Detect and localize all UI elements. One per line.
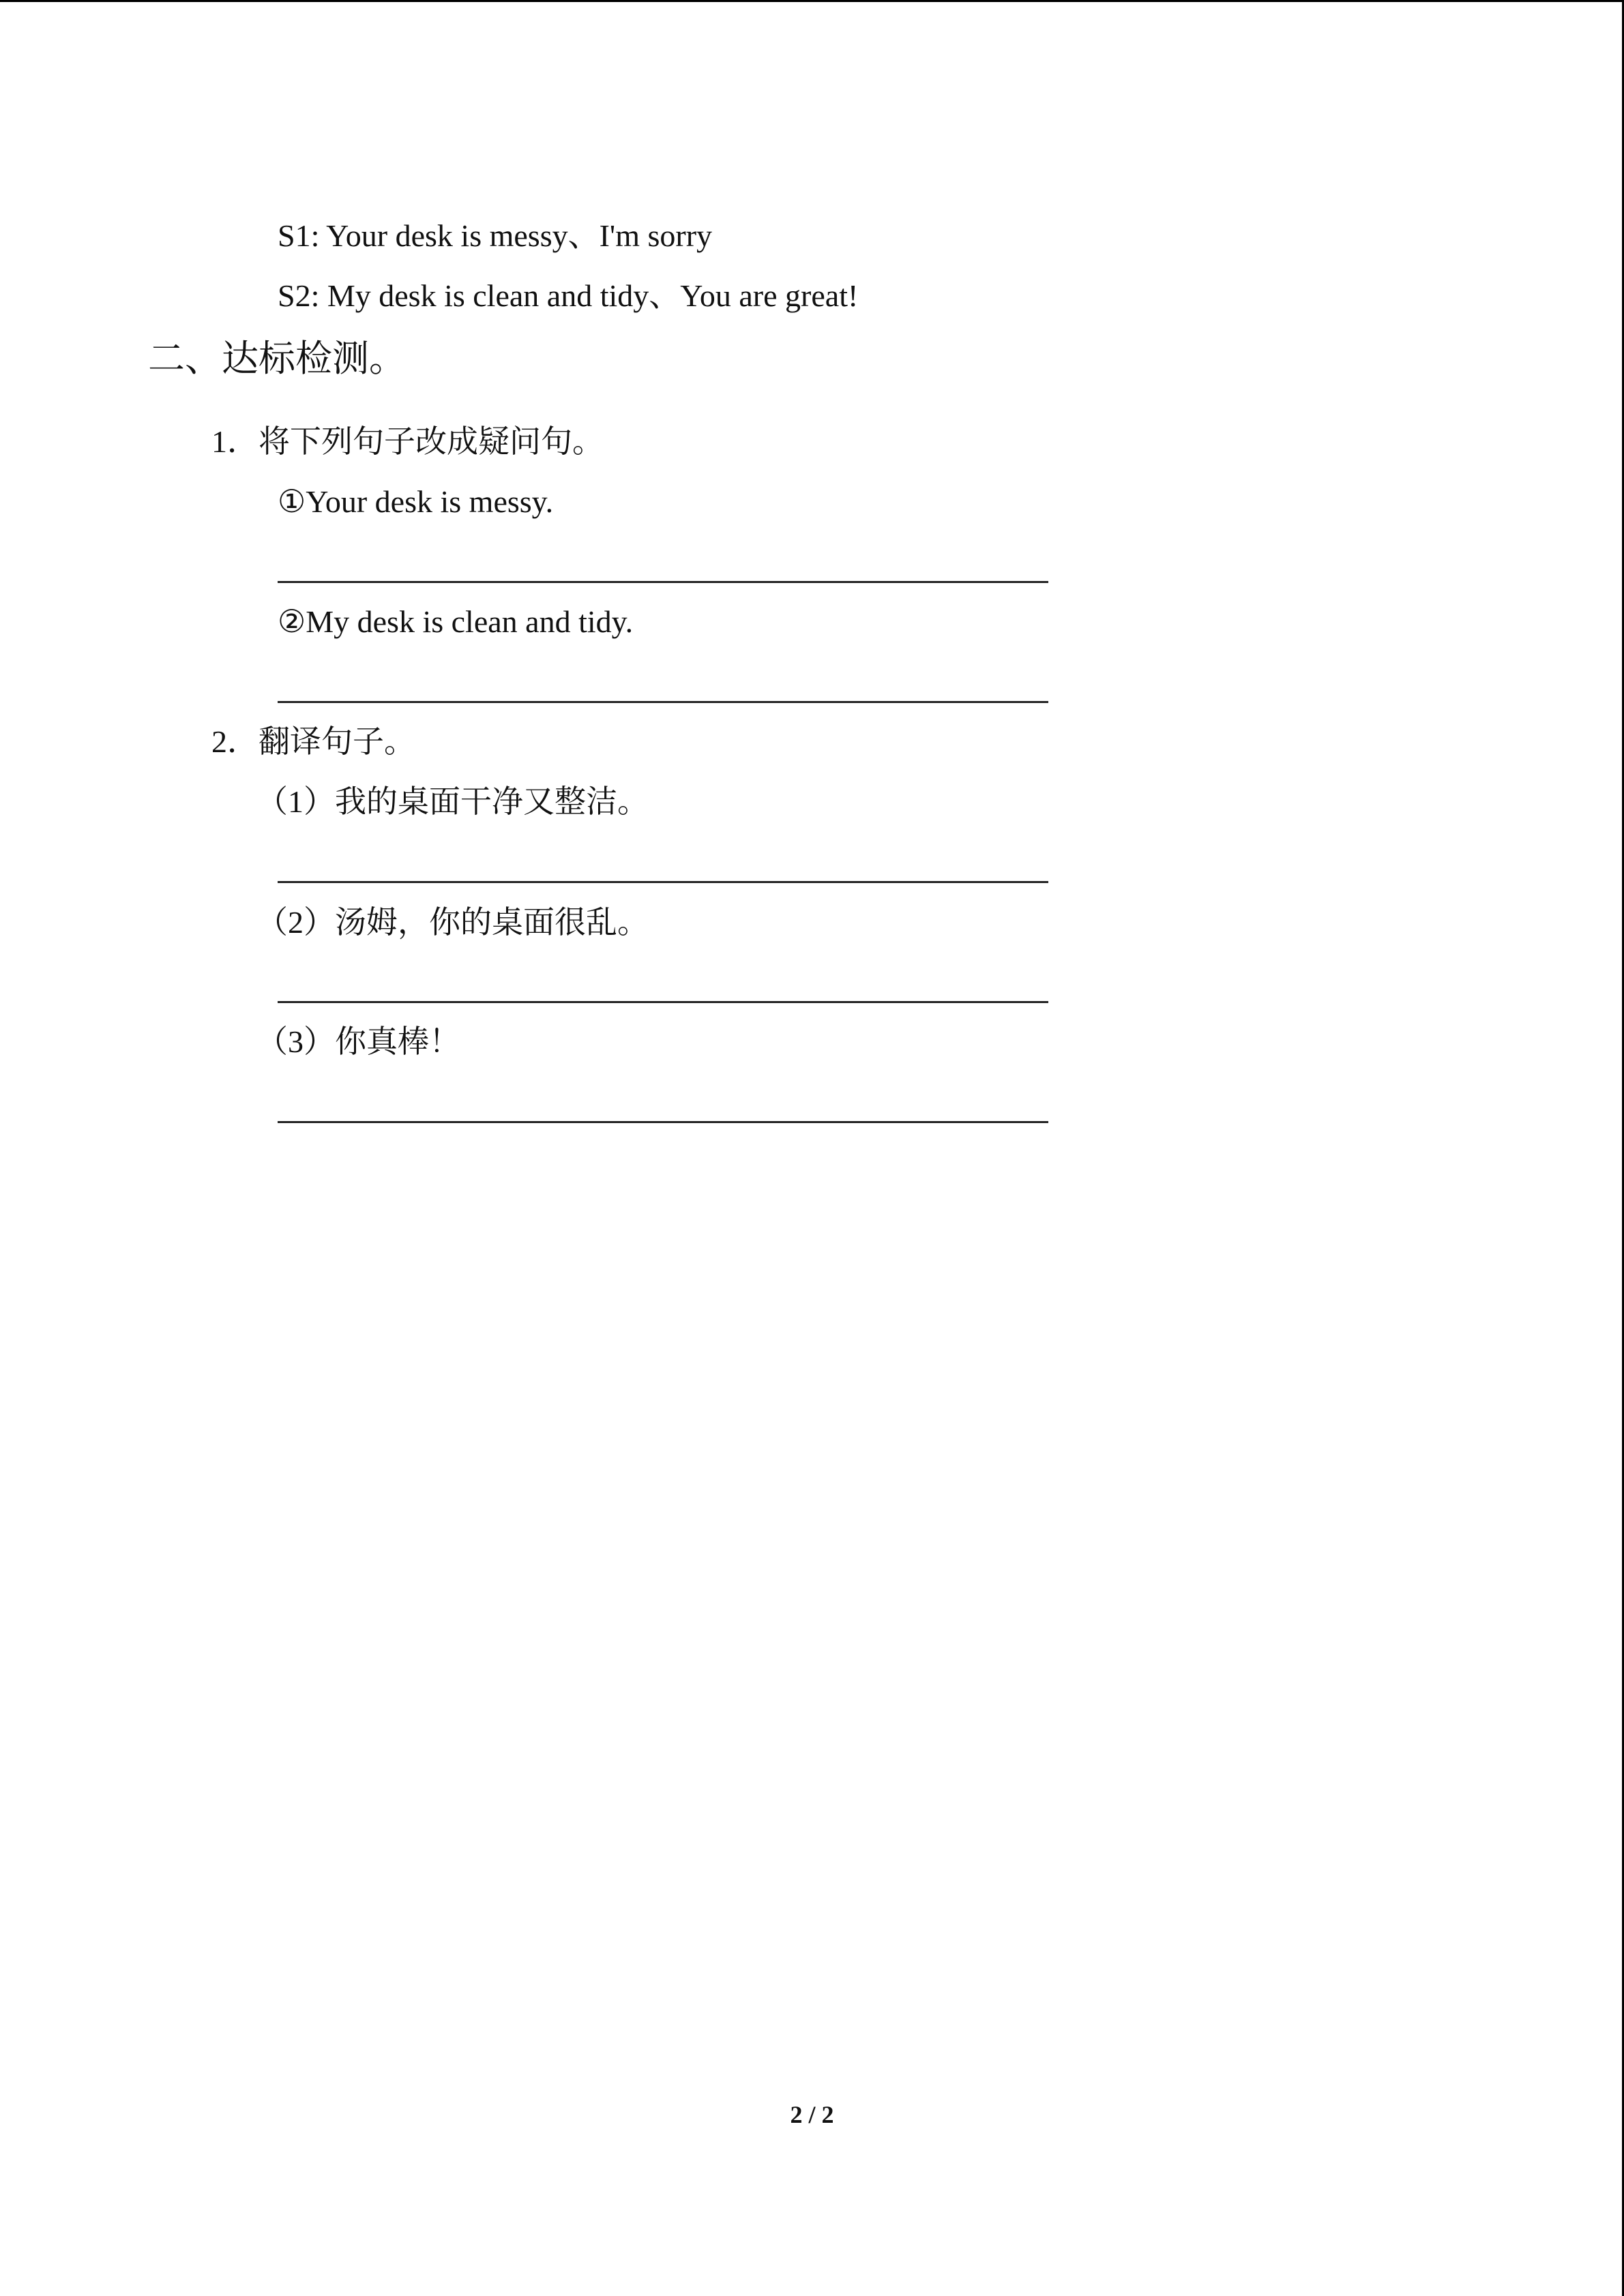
answer-line-2[interactable] <box>278 701 1048 703</box>
question-2-item-1: （1）我的桌面干净又整洁。 <box>256 784 649 819</box>
question-1-title: 1．将下列句子改成疑问句。 <box>211 424 604 459</box>
answer-line-3[interactable] <box>278 881 1048 883</box>
question-2-item-3: （3）你真棒！ <box>256 1024 460 1059</box>
answer-line-5[interactable] <box>278 1121 1048 1123</box>
question-2-item-2: （2）汤姆，你的桌面很乱。 <box>256 905 649 940</box>
answer-line-4[interactable] <box>278 1001 1048 1003</box>
dialogue-line-s2: S2: My desk is clean and tidy、You are great! <box>278 278 859 313</box>
question-2-title: 2．翻译句子。 <box>211 724 415 759</box>
dialogue-line-s1: S1: Your desk is messy、I'm sorry <box>278 218 713 253</box>
section-heading: 二、达标检测。 <box>148 338 406 379</box>
page-number: 2 / 2 <box>790 2101 834 2128</box>
question-1-item-1: ①Your desk is messy. <box>278 484 554 519</box>
question-1-item-2: ②My desk is clean and tidy. <box>278 604 634 639</box>
answer-line-1[interactable] <box>278 581 1048 583</box>
